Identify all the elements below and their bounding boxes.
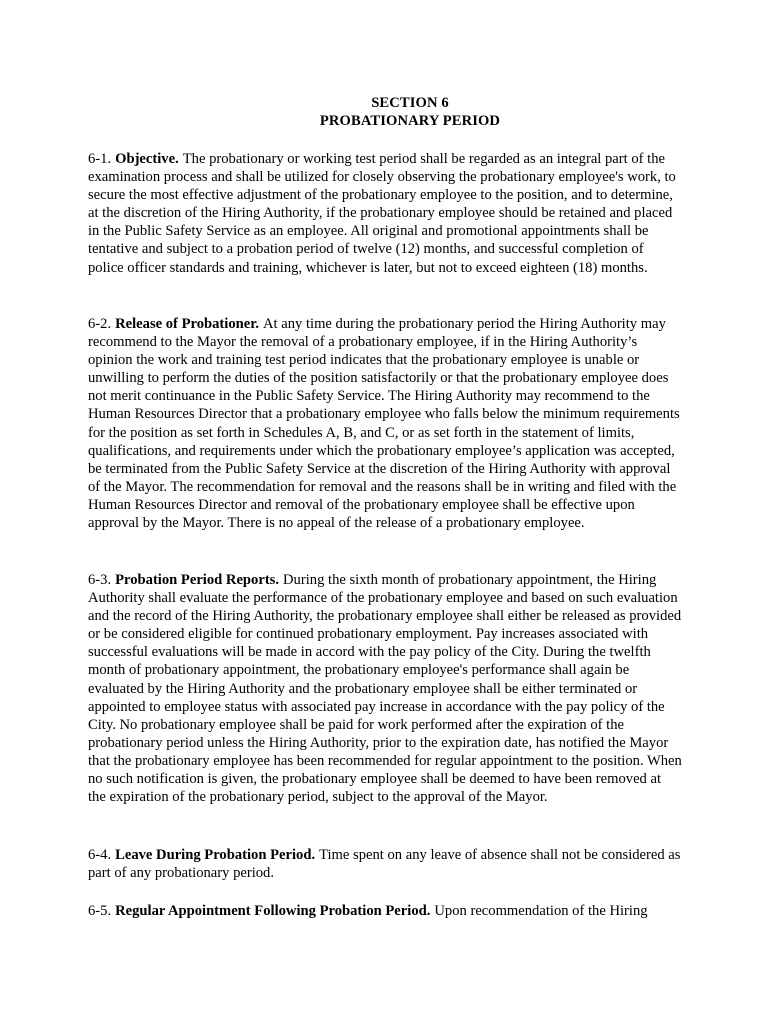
- paragraph-heading: Objective.: [115, 151, 179, 167]
- paragraph-number: 6-3.: [88, 572, 112, 588]
- paragraph-text: Time spent on any leave of absence shall not be considered as part of any probationary period.: [88, 847, 681, 882]
- paragraph-text: The probationary or working test period shall be regarded as an integral part of the examination process and shall be utilized for closely observing the probationary employee's work, to secure the most effective adjustment of the probationary employee to the position, and to determine, at the discretion of the Hiring Authority, if the probationary employee should be retained and placed in the Public Safety Service as an employee. All original and promotional appointments shall be tentative and subject to a probation period of twelve (12) months, and successful completion of police officer standards and training, whichever is later, but not to exceed eighteen (18) months.: [88, 151, 676, 276]
- section-number: SECTION 6: [371, 95, 449, 111]
- paragraph-6-5: [88, 902, 682, 920]
- section-title: PROBATIONARY PERIOD: [319, 113, 501, 129]
- paragraph-6-4: [88, 846, 682, 882]
- paragraph-6-2: [88, 315, 682, 532]
- paragraph-number: 6-5.: [88, 903, 112, 919]
- paragraph-number: 6-2.: [88, 316, 112, 332]
- paragraph-text: During the sixth month of probationary appointment, the Hiring Authority shall evaluate the performance of the probationary employee and based on such evaluation and the record of the Hiring Authority, the probationary employee shall either be released as provided or be considered eligible for continued probationary employment. Pay increases associated with successful evaluations will be made in accord with the pay policy of the City. During the twelfth month of probationary appointment, the probationary employee's performance shall again be evaluated by the Hiring Authority and the probationary employee shall be either terminated or appointed to employee status with associated pay increase in accordance with the pay policy of the City. No probationary employee shall be paid for work performed after the expiration of the probationary period unless the Hiring Authority, prior to the expiration date, has notified the Mayor that the probationary employee has been recommended for regular appointment to the position. When no such notification is given, the probationary employee shall be deemed to have been removed at the expiration of the probationary period, subject to the approval of the Mayor.: [88, 572, 682, 806]
- paragraph-6-3: [88, 571, 682, 806]
- paragraph-number: 6-1.: [88, 151, 112, 167]
- paragraph-text: Upon recommendation of the Hiring: [434, 903, 648, 919]
- paragraph-text: At any time during the probationary period the Hiring Authority may recommend to the Mayor the removal of a probationary employee, if in the Hiring Authority’s opinion the work and training test period indicates that the probationary employee is unable or unwilling to perform the duties of the position satisfactorily or that the probationary employee does not merit continuance in the Public Safety Service. The Hiring Authority may recommend to the Human Resources Director that a probationary employee who falls below the minimum requirements for the position as set forth in Schedules A, B, and C, or as set forth in the statement of limits, qualifications, and requirements under which the probationary employee’s application was accepted, be terminated from the Public Safety Service at the discretion of the Hiring Authority with approval of the Mayor. The recommendation for removal and the reasons shall be in writing and filed with the Human Resources Director and removal of the probationary employee shall be effective upon approval by the Mayor. There is no appeal of the release of a probationary employee.: [88, 316, 680, 532]
- paragraph-6-1: [88, 150, 682, 277]
- paragraph-heading: Release of Probationer.: [115, 316, 259, 332]
- paragraph-number: 6-4.: [88, 847, 112, 863]
- paragraph-heading: Regular Appointment Following Probation Period.: [115, 903, 431, 919]
- paragraph-heading: Probation Period Reports.: [115, 572, 280, 588]
- paragraph-heading: Leave During Probation Period.: [115, 847, 316, 863]
